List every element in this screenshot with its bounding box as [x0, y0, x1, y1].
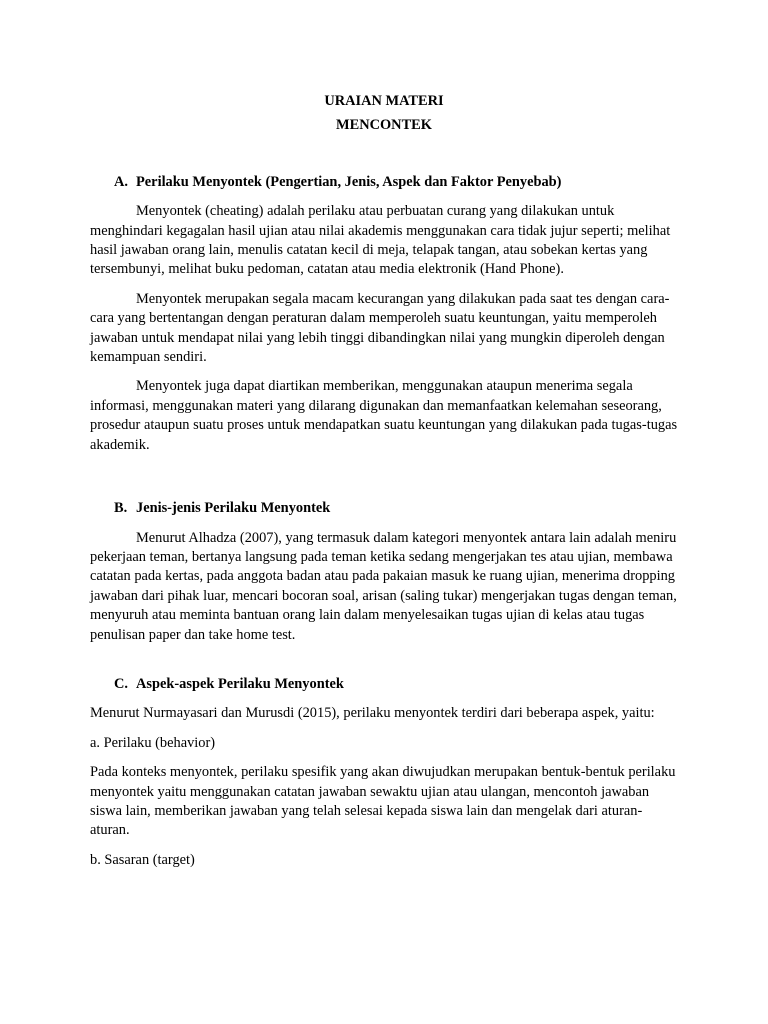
- section-a-heading: [90, 173, 678, 192]
- section-c-heading: [90, 675, 678, 694]
- section-a-paragraph: Menyontek juga dapat diartikan memberikan, menggunakan ataupun menerima segala informasi, menggunakan materi yang dilarang digunakan dan memanfaatkan kelemahan seseorang, prosedur ataupun suatu proses untuk mendapatkan suatu keuntungan yang dilakukan pada tugas-tugas akademik.: [90, 378, 678, 453]
- document-title-line1: URAIAN MATERI: [324, 93, 444, 109]
- section-b-heading-text: Jenis-jenis Perilaku Menyontek: [136, 500, 331, 517]
- document-body: [90, 92, 678, 870]
- section-c-intro: Menurut Nurmayasari dan Murusdi (2015), perilaku menyontek terdiri dari beberapa aspek, yaitu:: [90, 705, 655, 722]
- list-item-label: a. Perilaku (behavior): [90, 734, 216, 751]
- section-a-marker: A.: [114, 173, 128, 190]
- section-c-heading-text: Aspek-aspek Perilaku Menyontek: [136, 675, 344, 692]
- section-a-paragraph: Menyontek merupakan segala macam kecurangan yang dilakukan pada saat tes dengan cara-cara yang bertentangan dengan peraturan dalam memperoleh suatu keuntungan, yaitu memperoleh jawaban untuk mendapat nilai yang lebih tinggi dibandingkan nilai yang mungkin diperoleh dengan kemampuan sendiri.: [90, 290, 670, 366]
- list-item-text: Pada konteks menyontek, perilaku spesifik yang akan diwujudkan merupakan bentuk-bentuk perilaku menyontek yaitu menggunakan catatan jawaban sewaktu ujian atau ulangan, mencontoh jawaban siswa lain, memberikan jawaban yang telah selesai kepada siswa lain dan mengelak dari aturan-aturan.: [90, 764, 676, 839]
- section-b-paragraph: Menurut Alhadza (2007), yang termasuk dalam kategori menyontek antara lain adalah meniru pekerjaan teman, bertanya langsung pada teman ketika sedang mengerjakan tes atau ujian, membawa catatan pada kertas, pada anggota badan atau pada pakaian masuk ke ruang ujian, menerima dropping jawaban dari pihak luar, mencari bocoran soal, arisan (saling tukar) mengerjakan tugas dengan teman, menyuruh atau meminta bantuan orang lain dalam menyelesaikan tugas ujian di kelas atau tugas penulisan paper dan take home test.: [90, 529, 677, 643]
- section-b-marker: B.: [114, 500, 128, 517]
- section-a-heading-text: Perilaku Menyontek (Pengertian, Jenis, Aspek dan Faktor Penyebab): [136, 173, 562, 190]
- section-b-heading: [90, 499, 678, 518]
- section-c-marker: C.: [114, 675, 128, 692]
- section-a-paragraph: Menyontek (cheating) adalah perilaku atau perbuatan curang yang dilakukan untuk menghindari kegagalan hasil ujian atau nilai akademis menggunakan cara tidak jujur seperti; melihat hasil jawaban orang lain, menulis catatan kecil di meja, telapak tangan, atau sobekan kertas yang tersembunyi, melihat buku pedoman, catatan atau media elektronik (Hand Phone).: [90, 203, 671, 278]
- document-title-line2: MENCONTEK: [336, 117, 432, 134]
- list-item-label: b. Sasaran (target): [90, 851, 195, 868]
